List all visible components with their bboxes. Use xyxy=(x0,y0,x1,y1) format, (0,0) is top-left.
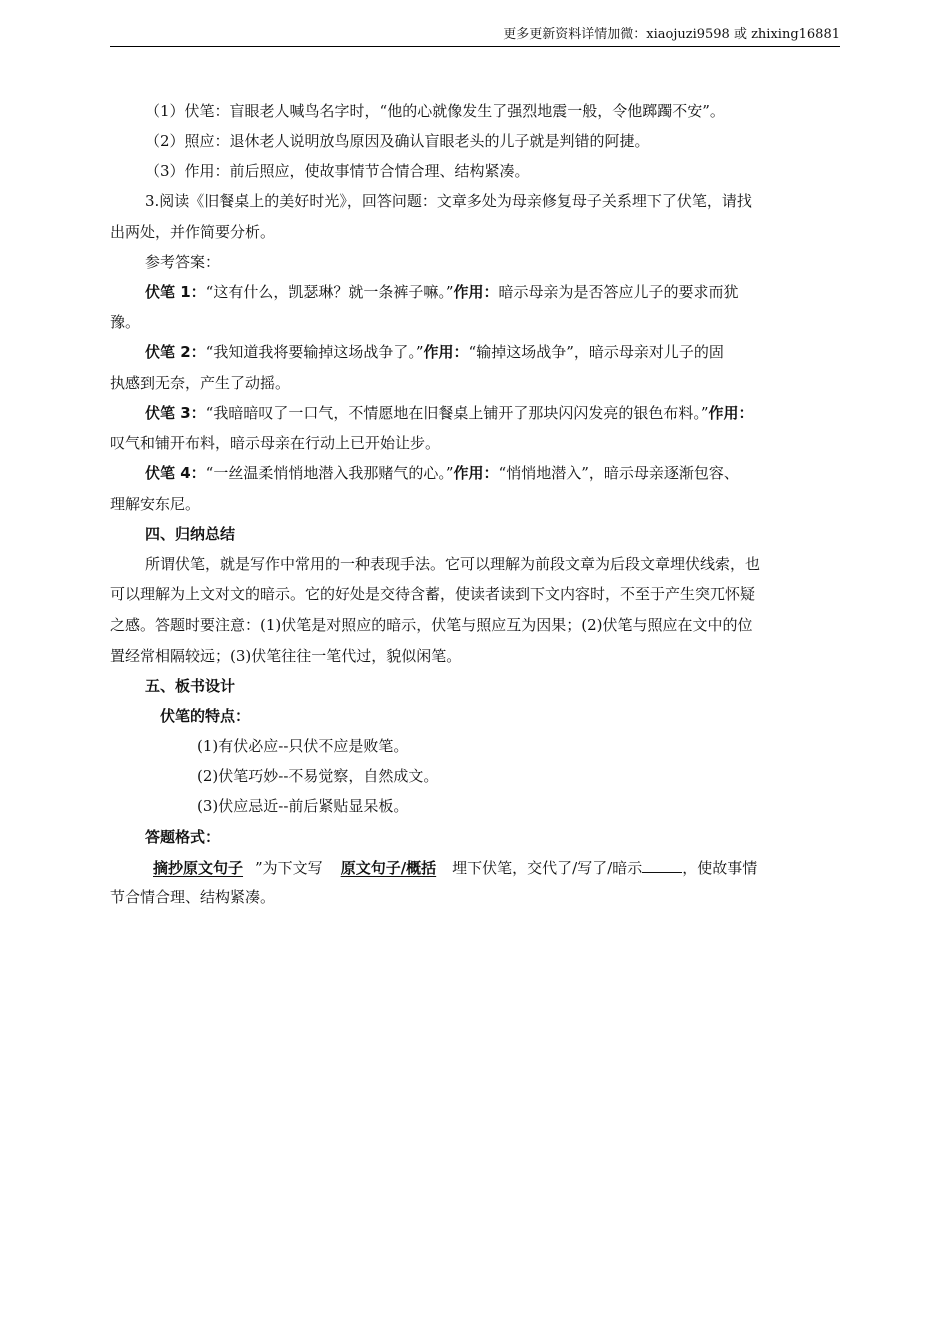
summary-line-2: 可以理解为上文对文的暗示。它的好处是交待含蓄，使读者读到下文内容时，不至于产生突兀怀疑 xyxy=(110,585,756,603)
board-point-1: (1)有伏必应--只伏不应是败笔。 xyxy=(197,737,409,755)
board-subheading: 伏笔的特点： xyxy=(160,707,251,725)
answer-item-2: （2）照应：退休老人说明放鸟原因及确认盲眼老头的儿子就是判错的阿捷。 xyxy=(145,132,650,150)
foreshadow-2-effect: “输掉这场战争”，暗示母亲对儿子的固 xyxy=(468,343,724,361)
board-point-3: (3)伏应忌近--前后紧贴显呆板。 xyxy=(197,797,409,815)
format-text-1: ”为下文写 xyxy=(255,859,323,877)
foreshadow-3-line-1 xyxy=(145,403,754,423)
foreshadow-2-line-2: 执感到无奈，产生了动摇。 xyxy=(110,374,291,392)
foreshadow-2-effect-label: 作用： xyxy=(423,343,469,361)
board-point-2: (2)伏笔巧妙--不易觉察，自然成文。 xyxy=(197,767,439,785)
format-text-2: 埋下伏笔，交代了/写了/暗示 xyxy=(452,859,643,877)
foreshadow-4-label: 伏笔 4： xyxy=(145,464,206,482)
page-header: 更多更新资料详情加微：xiaojuzi9598 或 zhixing16881 xyxy=(503,27,840,42)
summary-heading: 四、归纳总结 xyxy=(145,525,236,543)
reference-answer-label: 参考答案： xyxy=(145,253,221,271)
foreshadow-1-label: 伏笔 1： xyxy=(145,283,206,301)
foreshadow-3-effect-label: 作用： xyxy=(708,404,754,422)
board-heading: 五、板书设计 xyxy=(145,677,236,695)
summary-line-3: 之感。答题时要注意：(1)伏笔是对照应的暗示，伏笔与照应互为因果；(2)伏笔与照应在文中的位 xyxy=(110,616,753,634)
foreshadow-2-quote: “我知道我将要输掉这场战争了。” xyxy=(205,343,424,361)
summary-line-4: 置经常相隔较远；(3)伏笔往往一笔代过，貌似闲笔。 xyxy=(110,647,462,665)
foreshadow-1-effect: 暗示母亲为是否答应儿子的要求而犹 xyxy=(498,283,739,301)
answer-format-line-2: 节合情合理、结构紧凑。 xyxy=(110,888,276,906)
foreshadow-1-line-1 xyxy=(145,282,739,302)
header-divider xyxy=(110,46,840,47)
answer-item-3: （3）作用：前后照应，使故事情节合情合理、结构紧凑。 xyxy=(145,162,530,180)
answer-item-1: （1）伏笔：盲眼老人喊鸟名字时，“他的心就像发生了强烈地震一般，令他踯躅不安”。 xyxy=(145,102,725,120)
foreshadow-4-line-2: 理解安东尼。 xyxy=(110,495,201,513)
format-blank-summary: 原文句子/概括 xyxy=(340,859,437,877)
format-text-3: ，使故事情 xyxy=(682,859,758,877)
foreshadow-1-quote: “这有什么，凯瑟琳？就一条裤子嘛。” xyxy=(205,283,454,301)
foreshadow-3-label: 伏笔 3： xyxy=(145,404,206,422)
foreshadow-3-line-2: 叹气和铺开布料，暗示母亲在行动上已开始让步。 xyxy=(110,434,441,452)
foreshadow-1-line-2: 豫。 xyxy=(110,313,141,331)
foreshadow-2-label: 伏笔 2： xyxy=(145,343,206,361)
foreshadow-1-effect-label: 作用： xyxy=(453,283,499,301)
format-blank-quote: 摘抄原文句子 xyxy=(153,859,244,877)
answer-format-label: 答题格式： xyxy=(145,828,221,846)
format-blank-line xyxy=(642,857,682,873)
foreshadow-4-quote: “一丝温柔悄悄地潜入我那赌气的心。” xyxy=(205,464,454,482)
question-3-line-2: 出两处，并作简要分析。 xyxy=(110,223,276,241)
summary-line-1: 所谓伏笔，就是写作中常用的一种表现手法。它可以理解为前段文章为后段文章埋伏线索，也 xyxy=(145,555,761,573)
foreshadow-4-line-1 xyxy=(145,463,739,483)
foreshadow-4-effect: “悄悄地潜入”，暗示母亲逐渐包容、 xyxy=(498,464,739,482)
foreshadow-2-line-1 xyxy=(145,342,724,362)
answer-format-line-1 xyxy=(145,857,757,878)
foreshadow-4-effect-label: 作用： xyxy=(453,464,499,482)
foreshadow-3-quote: “我暗暗叹了一口气，不情愿地在旧餐桌上铺开了那块闪闪发亮的银色布料。” xyxy=(205,404,709,422)
question-3-line-1: 3.阅读《旧餐桌上的美好时光》，回答问题：文章多处为母亲修复母子关系埋下了伏笔，请找 xyxy=(145,192,752,210)
